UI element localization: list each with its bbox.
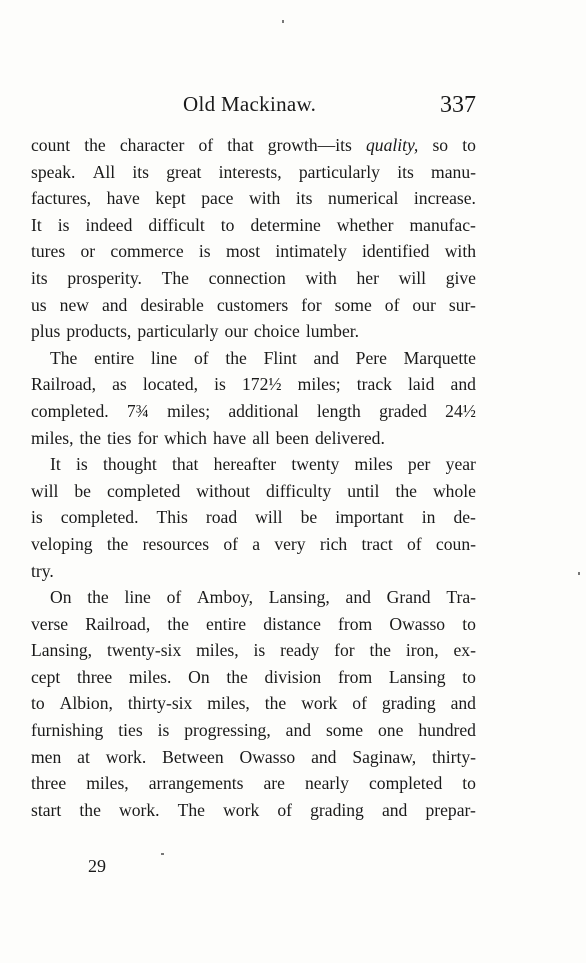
word: of [277,799,293,820]
word: determine [250,214,321,235]
word: men [31,746,62,767]
word: miles, [31,427,74,448]
text-line [31,770,476,797]
word: laid [408,374,435,395]
word: of [166,587,182,608]
word: is [57,214,70,235]
word: miles, [207,693,250,714]
word: interests, [218,161,282,182]
word: Between [162,746,224,767]
word: division [264,666,322,687]
word: veloping [31,533,93,554]
word: Albion, [59,693,113,714]
word: its [295,188,313,209]
word: some [334,294,372,315]
word: pace [201,188,234,209]
word: the [369,640,391,661]
word: resources [142,533,210,554]
word: its [132,161,150,182]
word: as [112,374,127,395]
word: have [106,188,140,209]
word: Lansing, [31,640,93,661]
word: de- [453,507,476,528]
word: miles; [297,374,341,395]
word: length [316,400,361,421]
word: from [338,613,373,634]
word: one [378,720,404,741]
word: road [205,507,238,528]
text-line [31,584,476,611]
word: cept [31,666,61,687]
word: or [80,241,96,262]
word: miles, [86,773,129,794]
word: year [445,454,476,475]
word: intimately [275,241,347,262]
word: our [412,294,436,315]
word: at [77,746,90,767]
word: particularly [137,321,219,342]
word: be [300,507,318,528]
word: to [220,214,235,235]
word: iron, [405,640,439,661]
word: choice [253,321,300,342]
word: three [77,666,113,687]
word: the [226,666,248,687]
word: kept [155,188,186,209]
word: The [177,799,205,820]
word: line [124,587,151,608]
text-line [31,478,476,505]
word: until [347,480,380,501]
word: work [301,693,338,714]
word: graded [379,400,427,421]
text-line [31,531,476,558]
word: hundred [418,720,476,741]
word: numerical [328,188,399,209]
word: give [445,267,476,288]
body-text [31,132,476,823]
word: is [214,374,226,395]
word: be [74,480,91,501]
word: indeed [85,214,133,235]
word: of [384,294,400,315]
word: our [224,321,248,342]
word: all [252,427,270,448]
text-line [31,159,476,186]
word: hereafter [213,454,277,475]
word: the [84,135,106,155]
word: tract [361,533,393,554]
word: sur- [448,294,476,315]
word: This [156,507,188,528]
word: arrangements [148,773,244,794]
word: is [76,454,88,475]
word: a [252,533,261,554]
text-line [31,265,476,292]
word: plus [31,321,61,342]
word: from [337,666,373,687]
word: Pere [355,347,387,368]
text-line [31,797,476,824]
word: that [172,454,199,475]
word: identified [362,241,430,262]
word: thirty- [432,746,476,767]
word: that [227,135,254,155]
speck-mark [161,853,164,855]
word: Flint [263,347,297,368]
word: have [212,427,247,448]
signature-mark: 29 [88,856,106,876]
word: start [31,799,62,820]
word: delivered. [315,427,385,448]
text-line [31,185,476,212]
word: ready [280,640,320,661]
text-line [31,611,476,638]
word: nearly [305,773,349,794]
word: It [31,214,42,235]
word: will [398,267,427,288]
word: its [31,267,48,288]
word: Owasso [389,613,446,634]
word: the [395,480,417,501]
word: coun- [435,533,476,554]
word: track [356,374,392,395]
word: the [79,799,101,820]
word: work [223,799,260,820]
word: The [161,267,189,288]
word: twenty [291,454,340,475]
word: particularly [298,161,380,182]
running-title: Old Mackinaw. [183,92,317,116]
text-line [31,371,476,398]
word: is [198,241,211,262]
word: is [31,507,43,528]
word: of [352,693,367,714]
text-line [31,398,476,425]
text-line [31,664,476,691]
word: to [462,135,476,155]
text-line [31,717,476,744]
word: The [50,347,78,368]
word: line [150,347,178,368]
word: Tra- [446,587,476,608]
speck-mark [578,572,580,575]
word: and [381,799,408,820]
word: Lansing, [268,587,330,608]
word: is [157,720,170,741]
text-line [31,318,476,345]
word: manufac- [409,214,476,235]
word: to [462,613,476,634]
text-line [31,345,476,372]
word: 7¾ [126,400,149,421]
word: of [193,347,209,368]
page-number: 337 [440,92,476,118]
word: the [106,533,129,554]
text-line [31,292,476,319]
word: It [50,454,61,475]
text-line [31,212,476,239]
word: in [421,507,436,528]
word: All [92,161,116,182]
word: to [462,666,476,687]
word: us [31,294,47,315]
word: difficulty [266,480,332,501]
word: rich [319,533,348,554]
word: for [334,640,355,661]
word: products, [66,321,132,342]
text-line [31,558,476,585]
word: its [397,161,414,182]
word: thought [103,454,157,475]
word: miles. [128,666,172,687]
text-line [31,451,476,478]
word: the [79,427,102,448]
word: important [335,507,404,528]
word: On [50,587,72,608]
word: and [311,746,337,767]
word: twenty-six [106,640,182,661]
word: 24½ [445,400,476,421]
word: and [345,587,371,608]
word: will [31,480,59,501]
word: with [305,267,337,288]
word: tures [31,241,66,262]
word: work. [118,799,160,820]
word: and [285,720,312,741]
word: completed [106,480,181,501]
word: lumber. [305,321,360,342]
word: Railroad, [31,374,96,395]
text-line [31,238,476,265]
word: of [198,135,214,155]
word: manu- [431,161,476,182]
word: Marquette [403,347,476,368]
word: are [263,773,285,794]
word: Saginaw, [352,746,417,767]
word: will [255,507,283,528]
text-line [31,425,476,452]
word: speak. [31,161,76,182]
word: completed. [60,507,139,528]
word: whole [432,480,476,501]
word: connection [208,267,286,288]
word: for [301,294,322,315]
word: miles; [167,400,211,421]
word: ties [118,720,143,741]
word: with [249,188,281,209]
word: distance [263,613,321,634]
word: the [225,347,247,368]
word: additional [228,400,299,421]
word: Lansing [388,666,446,687]
word: without [196,480,251,501]
word: prepar- [425,799,476,820]
word: most [225,241,261,262]
word: ties [107,427,132,448]
word: growth—its [267,135,352,155]
text-line [31,637,476,664]
word: located, [142,374,199,395]
word: prosperity. [67,267,142,288]
word: try. [31,560,54,581]
word: desirable [140,294,204,315]
word: to [462,773,476,794]
word: and [450,374,476,395]
word: work. [105,746,147,767]
word: verse [31,613,69,634]
word: new [59,294,89,315]
word: grading [381,693,436,714]
word: completed. [31,400,109,421]
word: and [101,294,128,315]
text-line [31,132,476,159]
word: for [137,427,158,448]
word: to [31,693,45,714]
speck-mark [282,20,284,23]
word: the [87,587,109,608]
word: is [253,640,266,661]
word: 172½ [241,374,282,395]
word: her [356,267,379,288]
word: entire [206,613,247,634]
word: Grand [386,587,431,608]
word: some [325,720,364,741]
word: miles [354,454,393,475]
word: thirty-six [127,693,193,714]
word: so [432,135,449,155]
word: entire [94,347,135,368]
word: ex- [453,640,476,661]
text-line [31,690,476,717]
word: three [31,773,67,794]
word: increase. [413,188,476,209]
word: commerce [110,241,184,262]
word: character [119,135,185,155]
word: customers [216,294,289,315]
word: of [407,533,422,554]
page-header [31,92,476,122]
word: whether [336,214,394,235]
text-line [31,744,476,771]
word: completed [368,773,443,794]
word: and [313,347,339,368]
word: difficult [148,214,205,235]
word: count [31,135,71,155]
word: which [163,427,207,448]
word: the [264,693,287,714]
word: been [275,427,309,448]
word: progressing, [184,720,271,741]
word: Railroad, [85,613,151,634]
word: Owasso [239,746,296,767]
word: On [188,666,210,687]
word: Amboy, [196,587,253,608]
word: with [444,241,476,262]
word: miles, [196,640,239,661]
text-line [31,504,476,531]
word: of [223,533,238,554]
word: and [450,693,476,714]
word: factures, [31,188,92,209]
word: grading [310,799,364,820]
word: furnishing [31,720,104,741]
word: great [166,161,202,182]
word: very [274,533,306,554]
word: per [407,454,431,475]
word: the [167,613,189,634]
word: quality, [366,135,419,155]
